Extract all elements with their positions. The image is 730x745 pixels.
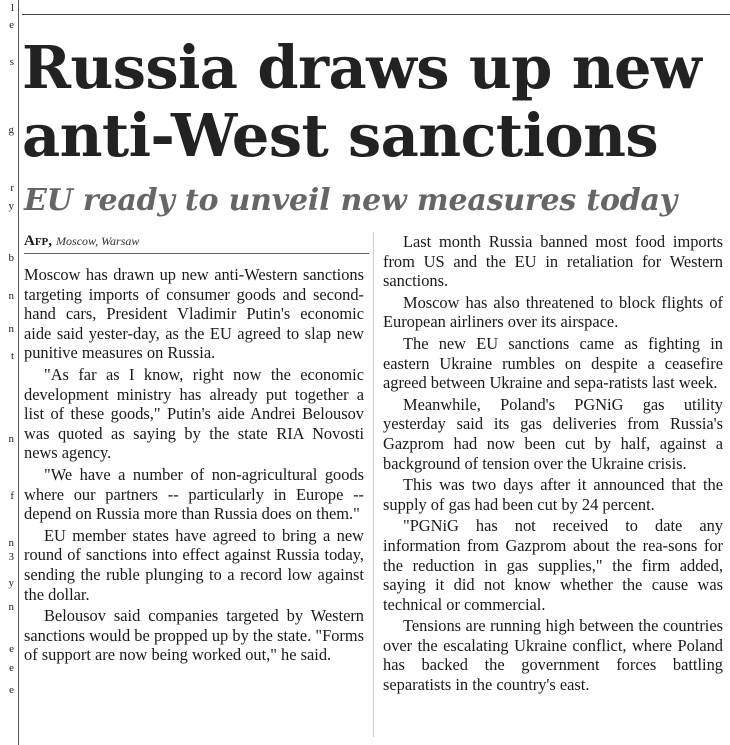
gutter-letter: n: [8, 290, 14, 302]
gutter-letter: 3: [8, 551, 14, 563]
article-paragraph: Moscow has drawn up new anti-Western sanctions targeting imports of consumer goods and second-hand cars, President Vladimir Putin's economic aide said yester-day, as the EU agreed to slap new punitive measures on Russia.: [24, 265, 364, 363]
gutter-letter: e: [9, 684, 14, 696]
headline: [22, 34, 722, 170]
gutter-letter: s: [9, 56, 14, 68]
gutter-letter: n: [8, 433, 14, 445]
column-divider: [373, 232, 374, 737]
gutter-letter: y: [8, 200, 14, 212]
adjacent-column-fragment: [0, 0, 19, 745]
gutter-letter: n: [8, 323, 14, 335]
gutter-letter: e: [9, 19, 14, 31]
article-paragraph: EU member states have agreed to bring a new round of sanctions into effect against Russia today, sending the ruble plunging to a record low against the dollar.: [24, 525, 364, 604]
article-paragraph: "As far as I know, right now the economic development ministry has already put together a list of these goods," Putin's aide Andrei Belousov was quoted as saying by the state RIA Novosti news agency.: [24, 364, 364, 463]
gutter-letter: e: [9, 662, 14, 674]
gutter-letter: r: [10, 182, 14, 194]
gutter-letter: g: [8, 124, 14, 136]
gutter-letter: e: [9, 643, 14, 655]
top-rule: [22, 14, 730, 15]
gutter-letter: t: [10, 350, 14, 362]
article-paragraph: Tensions are running high between the countries over the escalating Ukraine conflict, where Poland has backed the government forces battling separatists in the country's east.: [383, 616, 723, 695]
gutter-letter: y: [8, 577, 14, 589]
subheadline: EU ready to unveil new measures today: [24, 183, 678, 218]
gutter-letter: n: [8, 601, 14, 613]
gutter-letter: b: [8, 252, 14, 264]
article-paragraph: This was two days after it announced that the supply of gas had been cut by 24 percent.: [383, 475, 723, 514]
article-paragraph: "We have a number of non-agricultural goods where our partners -- particularly in Europe -- depend on Russia more than Russia does on them.": [24, 464, 364, 524]
byline: [24, 232, 369, 254]
article-paragraph: Moscow has also threatened to block flights of European airliners over its airspace.: [383, 292, 723, 332]
article-paragraph: "PGNiG has not received to date any information from Gazprom about the rea-sons for the reduction in gas supplies," the firm added, saying it did not know whether the cause was technical or commercial.: [383, 516, 723, 614]
byline-location: Moscow, Warsaw: [56, 234, 140, 248]
article-column-left: [24, 265, 364, 667]
gutter-letter: l: [10, 2, 14, 14]
gutter-letter: f: [10, 490, 14, 502]
article-paragraph: Meanwhile, Poland's PGNiG gas utility yesterday said its gas deliveries from Russia's Gazprom had now been cut by half, against a background of tension over the Ukraine crisis.: [383, 394, 723, 473]
article-paragraph: The new EU sanctions came as fighting in eastern Ukraine rumbles on despite a ceasefire agreed between Ukraine and sepa-ratists last week.: [383, 333, 723, 393]
byline-agency: Afp,: [24, 233, 53, 249]
article-column-right: [383, 232, 723, 697]
article-paragraph: Belousov said companies targeted by Western sanctions would be propped up by the state. "Forms of support are now being worked out," he said.: [24, 606, 364, 665]
headline-line-1: Russia draws up new: [22, 33, 702, 102]
headline-line-2: anti-West sanctions: [22, 101, 659, 170]
article-paragraph: Last month Russia banned most food imports from US and the EU in retaliation for Western sanctions.: [383, 232, 723, 291]
gutter-letter: n: [8, 537, 14, 549]
